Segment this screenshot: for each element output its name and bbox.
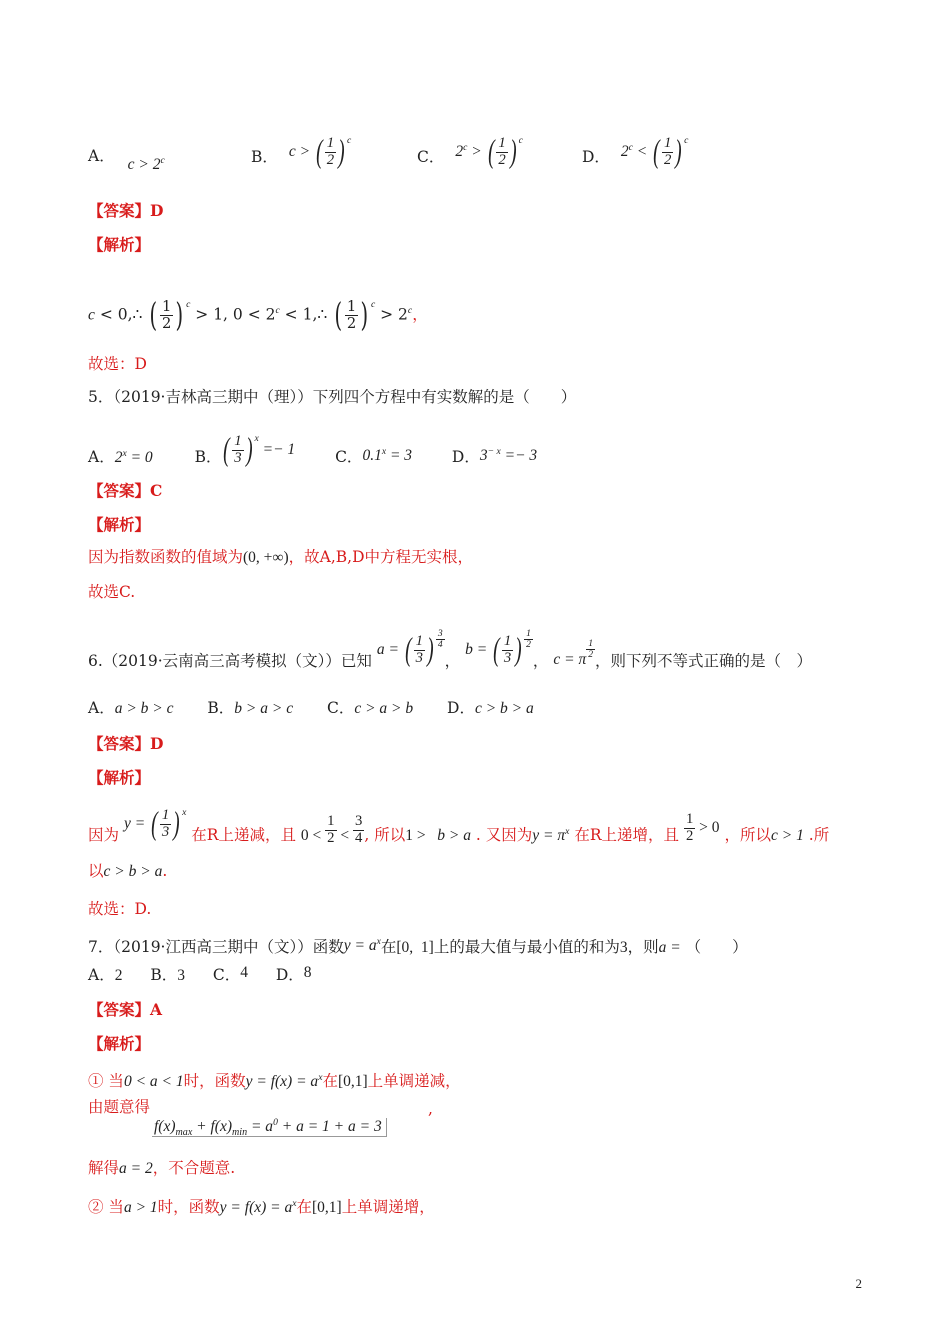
q4-option-c-expr: $2^c$ > ( $\frac{1}{2}$ ) $^c$ xyxy=(455,134,523,170)
q4-option-b-expr: c > ( $\frac{1}{2}$ ) $^c$ xyxy=(288,134,352,170)
q4-option-d-label: D． xyxy=(582,147,610,166)
q7-case1-equation: $f(x)_{max} + f(x)_{min} = a^0 + a = 1 + a = 3$ xyxy=(152,1112,387,1144)
q6-options: A．a > b > c B．b > a > c C．c > a > b D．c > b > a xyxy=(88,699,534,717)
q4-option-a-expr: $c > 2^c$ xyxy=(127,155,165,174)
q4-option-c xyxy=(417,134,523,175)
q6-analysis-line1: 因为 y = ( $\frac{1}{3}$ ) $^x$ 在R上递减，且 0 < $\frac{1}{2}$ < $\frac{3}{4}$ , 所以1 > b > a . 又因为$y = \pi^x$ 在R上递增，且 $\frac{1}{2}$ > 0 ，所以c > 1 .所 xyxy=(88,806,830,846)
q4-analysis-tag: 【解析】 xyxy=(88,235,151,254)
q5-conclusion: 故选C. xyxy=(88,583,136,601)
q7-case2-line1: ② 当a > 1时，函数$y = f(x) = a^x$在[0,1]上单调递增， xyxy=(88,1198,435,1217)
q4-option-c-label: C． xyxy=(417,147,445,166)
q4-option-b-label: B． xyxy=(251,147,278,166)
q6-conclusion: 故选：D. xyxy=(88,900,152,918)
q7-case1-line3: 解得a = 2，不合题意. xyxy=(88,1159,236,1177)
q4-analysis: c < 0,∴ ( $\frac{1}{2}$ ) $^c$ > 1, $0 < 2^c$ < 1,∴ ( $\frac{1}{2}$ ) $^c > 2^c$， xyxy=(88,296,428,334)
q4-option-d xyxy=(582,134,689,175)
q7-options: A．2 B．3 C．4 D．8 xyxy=(88,964,312,984)
q4-options xyxy=(88,142,165,174)
q4-option-d-expr: $2^c$ < ( $\frac{1}{2}$ ) $^c$ xyxy=(620,134,689,170)
q6-answer: 【答案】D xyxy=(88,734,164,753)
q5-stem: 5．（2019·吉林高三期中（理））下列四个方程中有实数解的是（ ） xyxy=(88,388,577,406)
q7-analysis-tag: 【解析】 xyxy=(88,1034,151,1053)
q6-analysis-tag: 【解析】 xyxy=(88,768,151,787)
q4-option-a-label: A． xyxy=(88,147,115,166)
q7-case1-comma: , xyxy=(428,1100,433,1118)
q7-case1-line1: ① 当0 < a < 1时，函数$y = f(x) = a^x$在[0,1]上单调递减， xyxy=(88,1072,461,1091)
q5-analysis-tag: 【解析】 xyxy=(88,515,151,534)
page-number: 2 xyxy=(855,1276,862,1291)
q7-answer: 【答案】A xyxy=(88,1000,163,1019)
q7-stem: 7．（2019·江西高三期中（文））函数$y = a^x$在[0, 1]上的最大值与最小值的和为3，则a = （ ） xyxy=(88,936,748,957)
q5-answer: 【答案】C xyxy=(88,481,163,500)
q5-options: A．$2^x = 0$ B．( $\frac{1}{3}$ ) $^x$ =− 1 C．$0.1^x = 3$ D．$3^{- x} =- 3$ xyxy=(88,432,538,468)
q6-stem: 6.（2019·云南高三高考模拟（文））已知 a = ( $\frac{1}{3}$ ) $^{\frac{3}{4}}$ ， b = ( $\frac{1}{3}$ ) $^{\frac{1}{2}}$ ， c = π $^{\frac{1}{2}}$ ，则下列不等式正确的是（ ） xyxy=(88,627,813,670)
q6-analysis-line2: 以c > b > a. xyxy=(88,862,168,880)
q5-analysis: 因为指数函数的值域为(0, +∞)，故A,B,D中方程无实根， xyxy=(88,548,474,566)
q7-case1-line2: 由题意得 xyxy=(88,1098,151,1116)
q4-conclusion: 故选：D xyxy=(88,355,147,373)
q4-option-b xyxy=(251,134,352,175)
q4-answer: 【答案】D xyxy=(88,201,164,220)
